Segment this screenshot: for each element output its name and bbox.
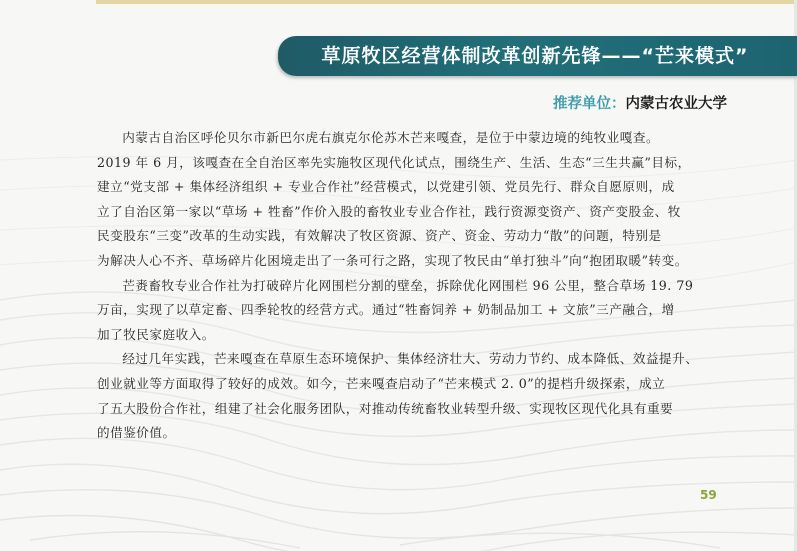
top-rule	[96, 0, 797, 4]
recommend-unit: 内蒙古农业大学	[625, 96, 727, 112]
text-line: 了五大股份合作社，组建了社会化服务团队，对推动传统畜牧业转型升级、实现牧区现代化具有重要	[97, 400, 674, 416]
text-line: 万亩，实现了以草定畜、四季轮牧的经营方式。通过“牲畜饲养 + 奶制品加工 + 文旅”三产融合，增	[97, 302, 675, 318]
text-line: 立了自治区第一家以“草场 + 牲畜”作价入股的畜牧业专业合作社，践行资源变资产、资产变股金、牧	[97, 203, 681, 219]
text-line: 加了牧民家庭收入。	[97, 326, 215, 342]
paragraph-3	[97, 347, 721, 445]
article-body	[97, 126, 721, 446]
text-line: 经过几年实践，芒来嘎查在草原生态环境保护、集体经济壮大、劳动力节约、成本降低、效益提升、	[122, 351, 699, 367]
recommend-label: 推荐单位：	[553, 96, 626, 112]
text-line: 创业就业等方面取得了较好的成效。如今，芒来嘎查启动了“芒来模式 2. 0”的提档升级探索，成立	[97, 375, 666, 391]
paragraph-2	[97, 274, 721, 348]
text-line: 芒赉畜牧专业合作社为打破碎片化网围栏分割的壁垒，拆除优化网围栏 96 公里，整合草场 19. 79	[122, 277, 694, 293]
text-line: 民变股东“三变”改革的生动实践，有效解决了牧区资源、资产、资金、劳动力“散”的问题，特别是	[97, 228, 662, 244]
recommending-unit	[553, 92, 727, 113]
paragraph-1	[97, 126, 721, 274]
page-title: 草原牧区经营体制改革创新先锋——“芒来模式”	[321, 45, 749, 67]
page-number: 59	[700, 488, 717, 502]
text-line: 的借鉴价值。	[97, 425, 176, 441]
text-line: 为解决人心不齐、草场碎片化困境走出了一条可行之路，实现了牧民由“单打独斗”向“抱团取暖”转变。	[97, 252, 688, 268]
text-line: 内蒙古自治区呼伦贝尔市新巴尔虎右旗克尔伦苏木芒来嘎查，是位于中蒙边境的纯牧业嘎查。	[122, 130, 660, 145]
text-line: 建立“党支部 + 集体经济组织 + 专业合作社”经营模式，以党建引领、党员先行、群众自愿原则，成	[97, 179, 675, 195]
text-line: 2019 年 6 月，该嘎查在全自治区率先实施牧区现代化试点，围绕生产、生活、生态“三生共赢”目标，	[97, 154, 691, 170]
